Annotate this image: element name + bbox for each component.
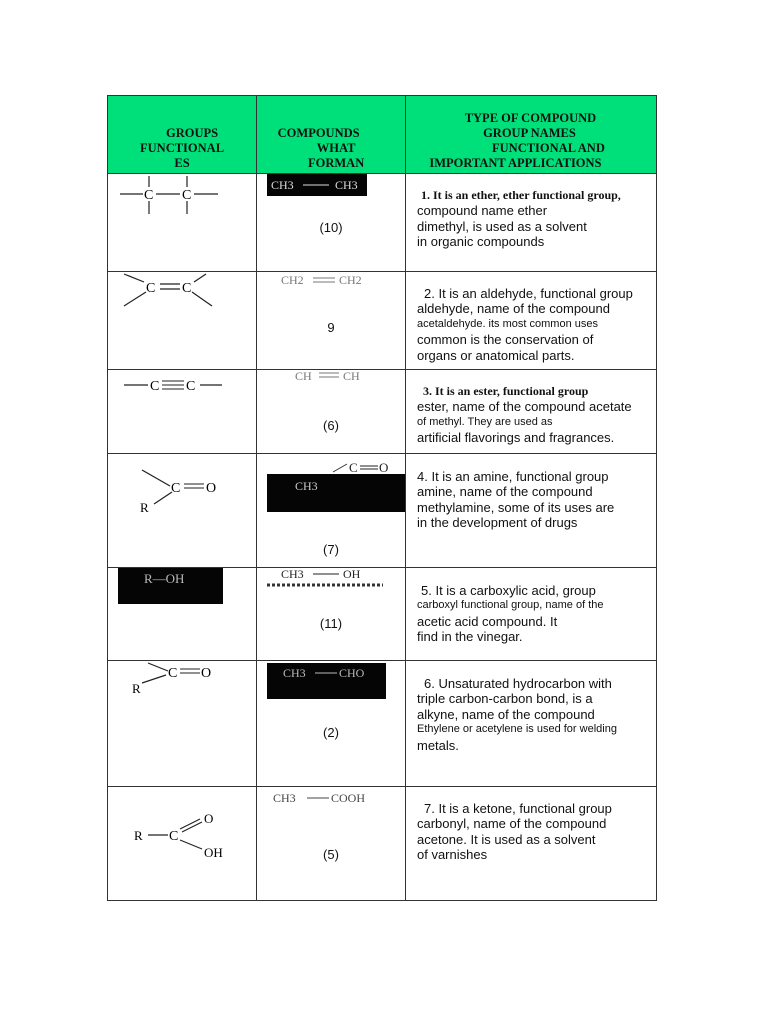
header-compounds-line2: WHAT	[316, 141, 356, 155]
description-line: 7. It is a ketone, functional group	[424, 801, 612, 816]
description-line: alkyne, name of the compound	[417, 706, 595, 722]
ch3-label: CH3	[271, 178, 294, 192]
ch3-label: CH3	[335, 178, 358, 192]
table-row	[108, 568, 657, 661]
cooh-label: COOH	[331, 791, 366, 805]
roh-label: R—OH	[144, 571, 185, 586]
ch-label: CH	[343, 370, 360, 383]
description-line: 5. It is a carboxylic acid, group	[421, 583, 596, 598]
group-cell	[108, 787, 257, 901]
alkene-group-structure	[108, 272, 257, 364]
header-type-line3: FUNCTIONAL AND	[492, 141, 605, 155]
description-line: compound name ether	[417, 203, 548, 219]
group-cell	[108, 272, 257, 370]
methanol-formula	[267, 568, 397, 592]
carbon-label: C	[144, 188, 154, 203]
header-type-line2: GROUP NAMES	[483, 126, 576, 140]
description-line: of methyl. They are used as	[417, 415, 553, 428]
compound-number: 9	[327, 320, 335, 335]
functional-groups-table	[107, 95, 657, 901]
acetic-acid-formula	[271, 789, 391, 807]
ch-label: CH	[295, 370, 312, 383]
description-line: Ethylene or acetylene is used for welding	[417, 723, 617, 736]
description-line: 6. Unsaturated hydrocarbon with	[424, 676, 612, 691]
table-row	[108, 272, 657, 370]
header-type-line4: IMPORTANT APPLICATIONS	[429, 156, 602, 170]
compound-cell	[257, 661, 406, 787]
ch3-label: CH3	[273, 791, 296, 805]
compound-number: (6)	[323, 418, 339, 433]
compound-cell	[257, 787, 406, 901]
description-line: of varnishes	[417, 847, 488, 863]
description-cell	[406, 370, 657, 454]
carbon-label: C	[146, 281, 156, 296]
group-cell	[108, 174, 257, 272]
compound-number: (10)	[319, 220, 343, 235]
carbon-label: C	[150, 379, 160, 394]
compound-number: (7)	[323, 542, 339, 557]
table-row	[108, 174, 657, 272]
acetaldehyde-formula	[267, 454, 405, 514]
carbon-label: C	[171, 481, 181, 496]
oxygen-label: O	[379, 460, 389, 475]
header-groups-line2: FUNCTIONAL	[140, 141, 225, 155]
header-type	[406, 96, 657, 174]
description-cell	[406, 568, 657, 661]
oxygen-label: O	[201, 666, 212, 681]
header-groups-line1: GROUPS	[165, 126, 219, 140]
compound-cell	[257, 568, 406, 661]
carbon-label: C	[349, 460, 358, 475]
ch3-label: CH3	[283, 666, 306, 680]
ethanal-formula	[267, 663, 386, 699]
cho-label: CHO	[339, 666, 365, 680]
carbon-label: C	[186, 379, 196, 394]
description-cell	[406, 661, 657, 787]
description-line: ester, name of the compound acetate	[417, 399, 632, 415]
compound-cell	[257, 454, 406, 568]
ketone-group-structure	[108, 454, 257, 562]
compound-cell	[257, 174, 406, 272]
description-line: 1. It is an ether, ether functional group,	[421, 188, 621, 202]
r-label: R	[132, 681, 141, 696]
description-line: common is the conservation of	[417, 332, 594, 348]
header-compounds-line3: FORMAN	[308, 156, 365, 170]
header-row	[108, 96, 657, 174]
header-type-line1: TYPE OF COMPOUND	[464, 111, 597, 125]
ethane-formula	[267, 174, 367, 196]
alcohol-group-structure	[118, 568, 223, 604]
oh-label: OH	[343, 568, 361, 581]
header-groups	[108, 96, 257, 174]
description-line: metals.	[417, 737, 459, 753]
ethene-formula	[277, 272, 387, 292]
description-line: 4. It is an amine, functional group	[417, 469, 609, 484]
description-cell	[406, 454, 657, 568]
ch2-label: CH2	[281, 273, 304, 287]
description-line: in the development of drugs	[417, 515, 578, 531]
oxygen-label: O	[206, 481, 217, 496]
carbon-label: C	[182, 188, 192, 203]
ch3-label: CH3	[281, 568, 304, 581]
group-cell	[108, 568, 257, 661]
r-label: R	[140, 500, 149, 515]
table-row	[108, 454, 657, 568]
ch3-label: CH3	[295, 479, 318, 493]
description-cell	[406, 174, 657, 272]
compound-number: (11)	[319, 616, 343, 631]
carbon-label: C	[168, 666, 178, 681]
description-line: find in the vinegar.	[417, 629, 523, 645]
description-line: acetaldehyde. its most common uses	[417, 317, 598, 330]
oh-label: OH	[204, 845, 223, 860]
description-cell	[406, 787, 657, 901]
description-line: carbonyl, name of the compound	[417, 816, 607, 832]
compound-cell	[257, 370, 406, 454]
ch2-label: CH2	[339, 273, 362, 287]
description-line: acetic acid compound. It	[417, 613, 558, 629]
carbon-label: C	[182, 281, 192, 296]
compound-number: (5)	[323, 847, 339, 862]
description-line: organs or anatomical parts.	[417, 347, 575, 363]
description-line: amine, name of the compound	[417, 484, 593, 500]
description-line: aldehyde, name of the compound	[417, 301, 610, 317]
table-row	[108, 661, 657, 787]
description-line: 3. It is an ester, functional group	[423, 384, 589, 398]
compound-cell	[257, 272, 406, 370]
aldehyde-group-structure	[108, 661, 257, 781]
table-row	[108, 787, 657, 901]
alkane-group-structure	[108, 174, 257, 266]
group-cell	[108, 661, 257, 787]
r-label: R	[134, 828, 143, 843]
compound-number: (2)	[323, 725, 339, 740]
carboxylic-acid-group-structure	[108, 787, 257, 895]
header-groups-line3: ES	[174, 156, 190, 170]
description-cell	[406, 272, 657, 370]
ethyne-formula	[293, 370, 393, 386]
table-row	[108, 370, 657, 454]
alkyne-group-structure	[108, 370, 257, 448]
description-line: methylamine, some of its uses are	[417, 499, 615, 515]
group-cell	[108, 370, 257, 454]
description-line: acetone. It is used as a solvent	[417, 831, 596, 847]
header-compounds	[257, 96, 406, 174]
carbon-label: C	[169, 829, 179, 844]
description-line: in organic compounds	[417, 234, 545, 250]
description-line: dimethyl, is used as a solvent	[417, 218, 587, 234]
description-line: triple carbon-carbon bond, is a	[417, 691, 593, 707]
header-compounds-line1: COMPOUNDS	[277, 126, 360, 140]
oxygen-label: O	[204, 811, 214, 826]
description-line: carboxyl functional group, name of the	[417, 599, 604, 612]
description-line: 2. It is an aldehyde, functional group	[424, 286, 633, 301]
description-line: artificial flavorings and fragrances.	[417, 430, 615, 446]
group-cell	[108, 454, 257, 568]
